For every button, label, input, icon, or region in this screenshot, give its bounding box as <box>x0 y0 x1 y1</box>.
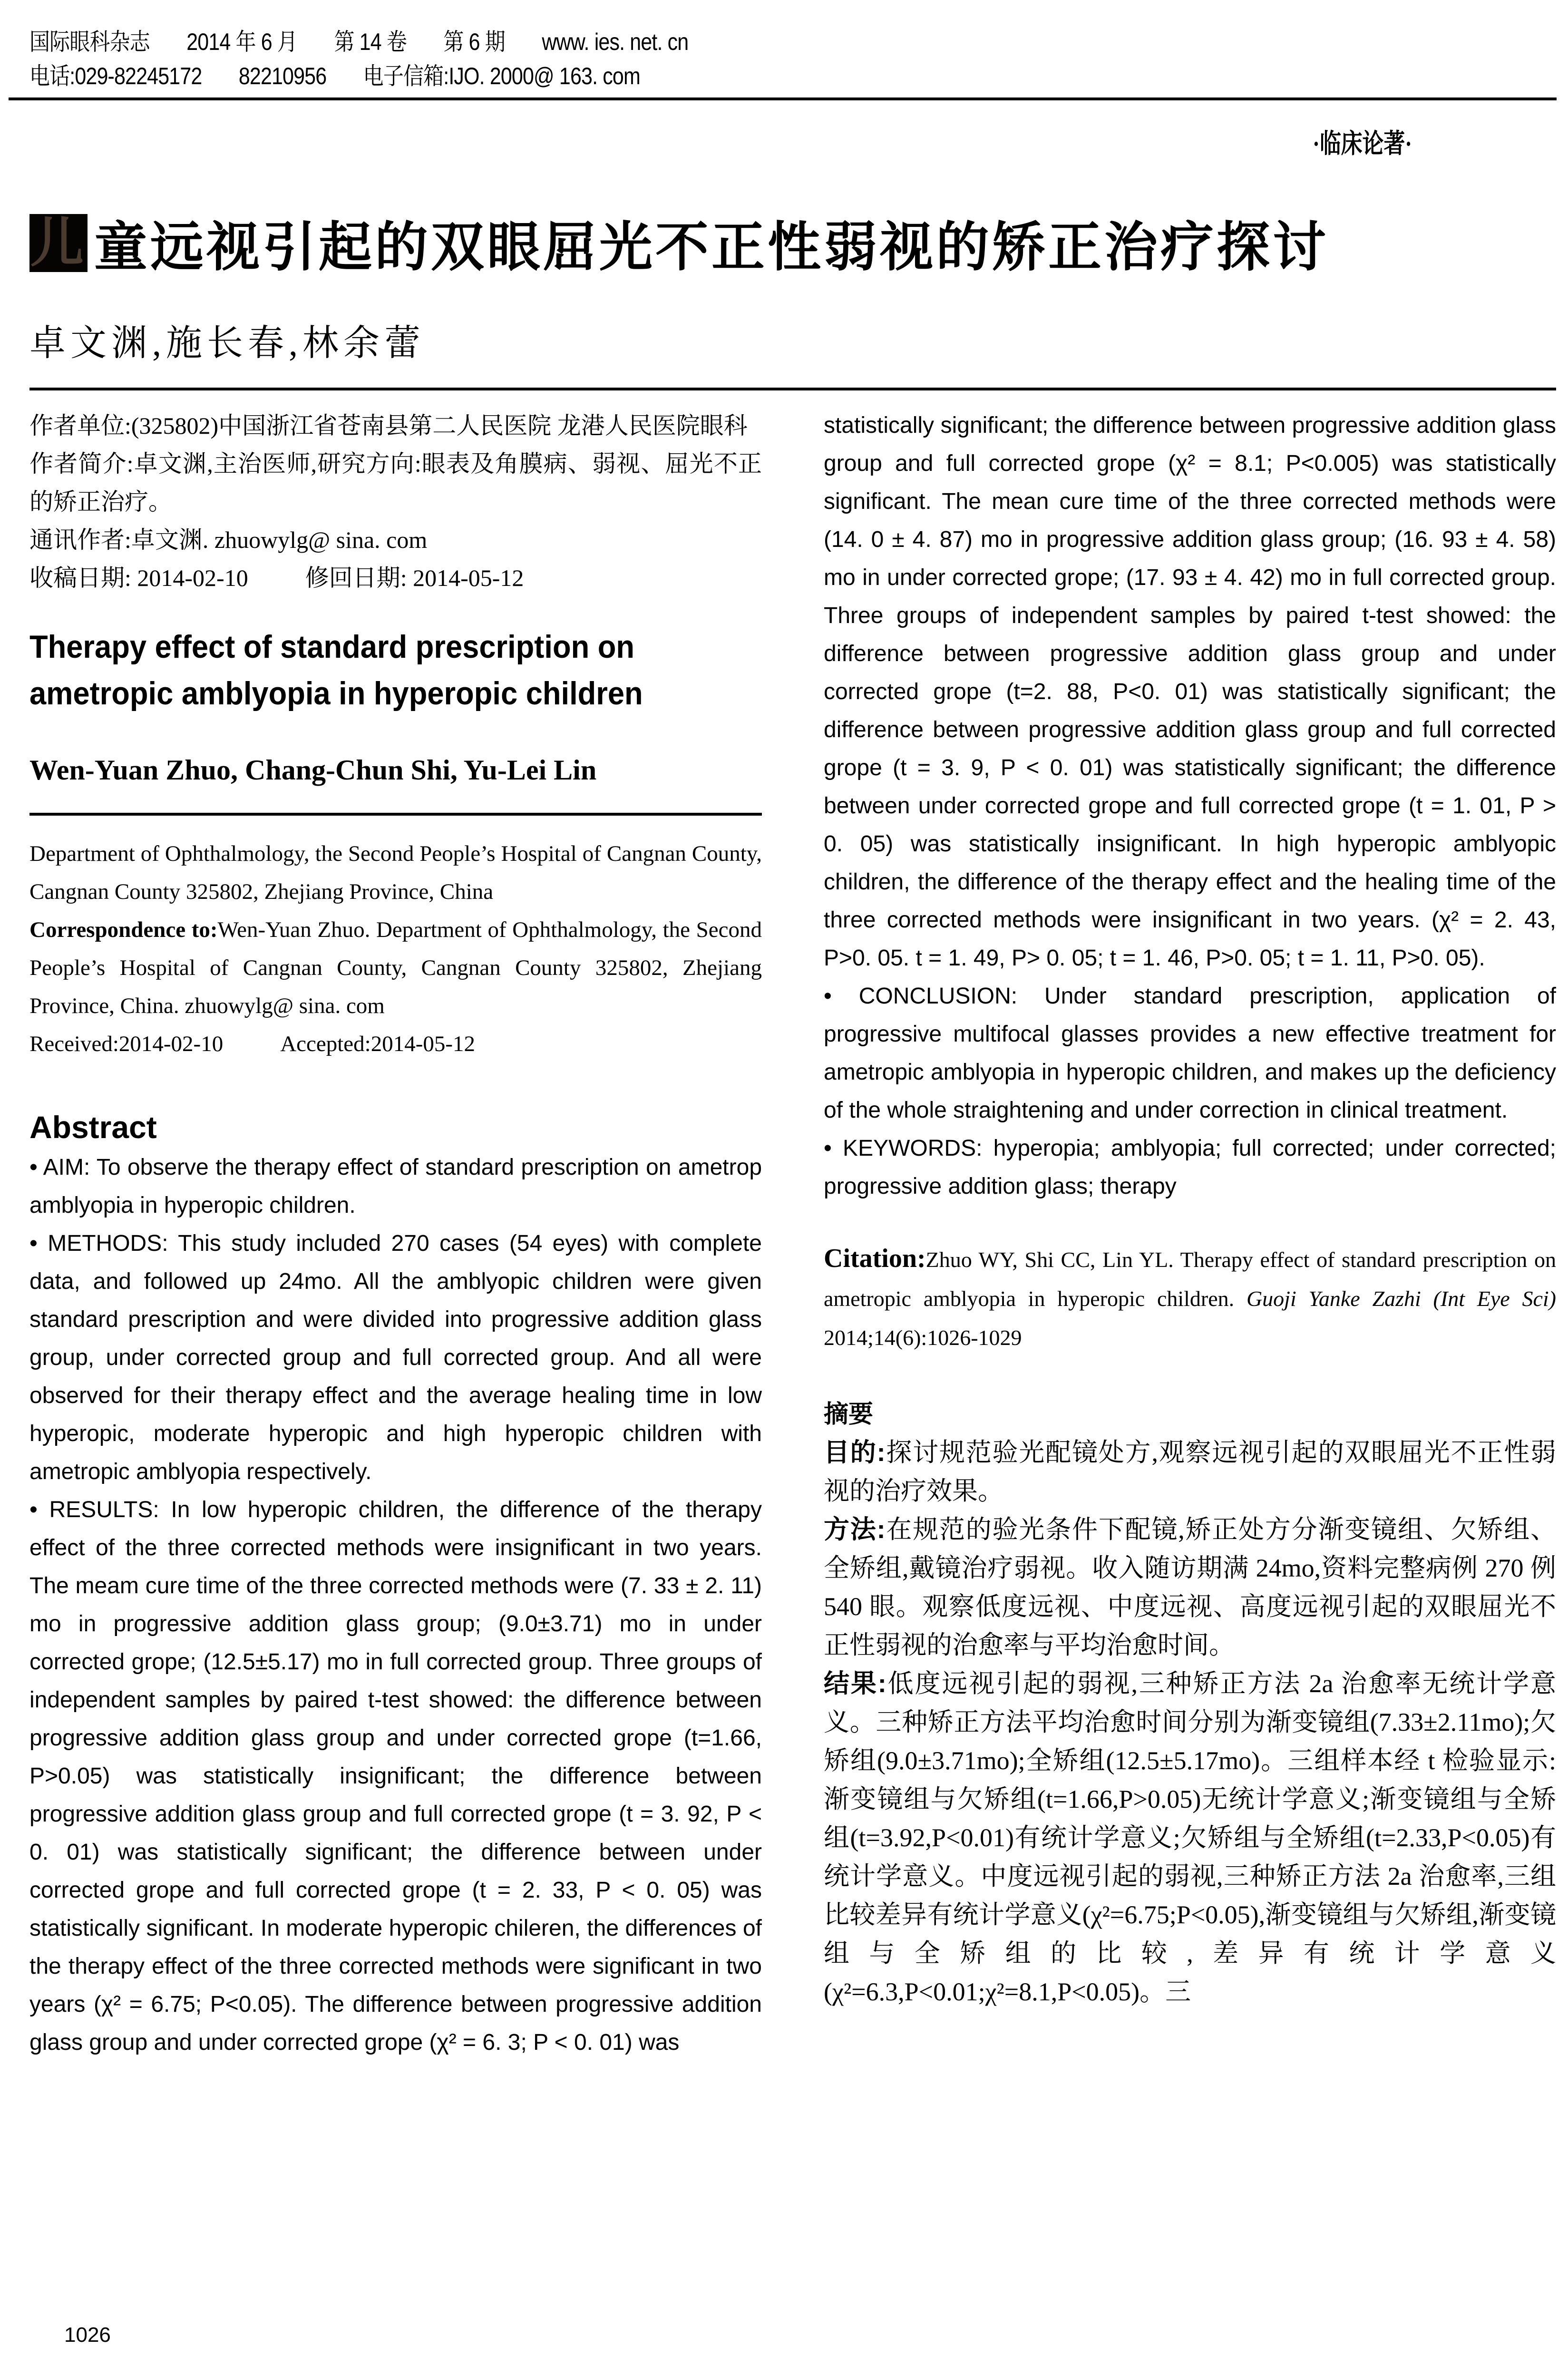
title-dropcap: 儿 <box>30 213 87 273</box>
citation-journal: Guoji Yanke Zazhi (Int Eye Sci) <box>1246 1286 1556 1311</box>
abstract-cn-methods <box>824 1510 1556 1665</box>
affiliation-cn: 作者单位:(325802)中国浙江省苍南县第二人民医院 龙港人民医院眼科 <box>29 412 748 439</box>
header-line-2 <box>29 59 1343 93</box>
article-title-cn <box>29 205 1329 281</box>
abstract-conclusion <box>824 977 1556 1130</box>
abstract-keywords <box>824 1130 1556 1206</box>
methods-text: This study included 270 cases (54 eyes) with complete data, and followed up 24mo. All the amblyopic children were given standard prescription and were divided into progressive addition glass group, under corrected group and full corrected group. And all were observed for their therapy effect and the average healing time in low hyperopic, moderate hyperopic and high hyperopic children with ametropic amblyopia respectively. <box>29 1231 762 1484</box>
aim-cn-text: 探讨规范验光配镜处方,观察远视引起的双眼屈光不正性弱视的治疗效果。 <box>824 1438 1556 1505</box>
dates-cn <box>29 559 762 597</box>
citation-text: Zhuo WY, Shi CC, Lin YL. Therapy effect of standard prescription on ametropic amblyopia in hyperopic children. <box>824 1247 1556 1311</box>
bullet-icon: • <box>29 1231 38 1256</box>
citation-label: Citation: <box>824 1244 926 1273</box>
citation-block <box>824 1239 1556 1357</box>
left-column <box>29 407 762 2062</box>
abstract-heading: Abstract <box>29 1110 157 1145</box>
results-continued: statistically significant; the difference between progressive addition glass group and full corrected grope (χ² = 8.1; P<0.005) was statistically significant. The mean cure time of the three corrected methods were (14. 0 ± 4. 87) mo in progressive addition glass group; (16. 93 ± 4. 58) mo in under corrected grope; (17. 93 ± 4. 42) mo in full corrected group. Three groups of independent samples by paired t-test showed: the difference between progressive addition glass group and under corrected grope (t=2. 88, P<0. 01) was statistically significant; the difference between progressive addition glass group and full corrected grope (t = 3. 9, P < 0. 01) was statistically significant; the difference between under corrected grope and full corrected grope (t = 1. 01, P > 0. 05) was statistically insignificant. In high hyperopic amblyopic children, the difference of the therapy effect and the healing time of the three corrected methods were insignificant in two years. (χ² = 2. 43, P>0. 05. t = 1. 49, P> 0. 05; t = 1. 46, P>0. 05; t = 1. 11, P>0. 05). <box>824 413 1556 971</box>
article-title-en: Therapy effect of standard prescription on ametropic amblyopia in hyperopic children <box>29 629 643 711</box>
authors-en: Wen-Yuan Zhuo, Chang-Chun Shi, Yu-Lei Lin <box>29 754 597 786</box>
bullet-icon: • <box>29 1497 38 1522</box>
affiliation-en-block <box>29 835 762 1063</box>
aim-label: AIM: <box>43 1155 90 1180</box>
correspondence-cn: 通讯作者:卓文渊. zhuowylg@ sina. com <box>29 526 428 553</box>
abstract-results <box>29 1491 762 2062</box>
affiliation-en: Department of Ophthalmology, the Second People’s Hospital of Cangnan County, Cangnan County 325802, Zhejiang Province, China <box>29 841 762 904</box>
title-rule <box>29 388 1556 390</box>
methods-label: METHODS: <box>48 1231 168 1256</box>
results-text-left: In low hyperopic children, the difference of the therapy effect of the three corrected methods were insignificant in two years. The meam cure time of the three corrected methods were (7. 33 ± 2. 11) mo in progressive addition glass group; (9.0±3.71) mo in under corrected grope; (12.5±5.17) mo in full corrected group. Three groups of independent samples by paired t-test showed: the difference between progressive addition glass group and under corrected grope (t=1.66, P>0.05) was statistically insignificant; the difference between progressive addition glass group and full corrected grope (t = 3. 92, P < 0. 01) was statistically significant; the difference between under corrected grope and full corrected grope (t = 2. 33, P < 0. 05) was statistically significant. In moderate hyperopic chileren, the differences of the therapy effect of the three corrected methods were significant in two years (χ² = 6.75; P<0.05). The difference between progressive addition glass group and under corrected grope (χ² = 6. 3; P < 0. 01) was <box>29 1497 762 2055</box>
results-cn-text: 低度远视引起的弱视,三种矫正方法 2a 治愈率无统计学意义。三种矫正方法平均治愈时间分别为渐变镜组(7.33±2.11mo);欠矫组(9.0±3.71mo);全矫组(12.5±5.17mo)。三组样本经 t 检验显示:渐变镜组与欠矫组(t=1.66,P>0.05)无统计学意义;渐变镜组与全矫组(t=3.92,P<0.01)有统计学意义;欠矫组与全矫组(t=2.33,P<0.05)有统计学意义。中度远视引起的弱视,三种矫正方法 2a 治愈率,三组比较差异有统计学意义(χ²=6.75;P<0.05),渐变镜组与欠矫组,渐变镜组与全矫组的比较,差异有统计学意义(χ²=6.3,P<0.01;χ²=8.1,P<0.05)。三 <box>824 1669 1557 2006</box>
abstract-body-right <box>824 407 1556 1206</box>
dates-en <box>29 1025 762 1063</box>
citation-ref: 2014;14(6):1026-1029 <box>824 1325 1022 1350</box>
abstract-cn-aim <box>824 1433 1556 1510</box>
issue: 第 6 期 <box>443 29 505 55</box>
abstract-cn-heading: 摘要 <box>824 1401 874 1428</box>
received-date-en: Received:2014-02-10 <box>29 1032 224 1056</box>
aim-cn-label: 目的: <box>824 1438 886 1467</box>
bullet-icon: • <box>824 1136 832 1161</box>
accepted-date-en: Accepted:2014-05-12 <box>280 1032 476 1056</box>
author-bio-cn: 作者简介:卓文渊,主治医师,研究方向:眼表及角膜病、弱视、屈光不正的矫正治疗。 <box>29 450 762 515</box>
revised-date-cn: 修回日期: 2014-05-12 <box>305 565 524 591</box>
results-label: RESULTS: <box>49 1497 159 1522</box>
authors-rule <box>29 813 762 816</box>
methods-cn-text: 在规范的验光条件下配镜,矫正处方分渐变镜组、欠矫组、全矫组,戴镜治疗弱视。收入随访期满 24mo,资料完整病例 270 例 540 眼。观察低度远视、中度远视、高度远视引起的双眼屈光不正性弱视的治愈率与平均治愈时间。 <box>824 1515 1556 1659</box>
author-info-cn <box>29 407 762 597</box>
abstract-methods <box>29 1225 762 1491</box>
conclusion-label: CONCLUSION: <box>858 984 1018 1009</box>
section-tag: ·临床论著· <box>1313 129 1412 159</box>
right-column <box>824 407 1556 2011</box>
correspondence-label: Correspondence to: <box>29 917 218 942</box>
journal-header <box>29 25 1556 93</box>
issue-date: 2014 年 6 月 <box>186 29 298 55</box>
abstract-body-left <box>29 1149 762 2062</box>
keywords-text: hyperopia; amblyopia; full corrected; under corrected; progressive addition glass; therapy <box>824 1136 1557 1199</box>
header-rule <box>9 97 1557 100</box>
results-cn-label: 结果: <box>824 1669 886 1698</box>
authors-cn: 卓文渊,施长春,林余蕾 <box>29 323 425 363</box>
correspondence-text: Wen-Yuan Zhuo. Department of Ophthalmology, the Second People’s Hospital of Cangnan County, Cangnan County 325802, Zhejiang Province, China. zhuowylg@ sina. com <box>29 917 762 1018</box>
abstract-cn-results <box>824 1665 1556 2011</box>
abstract-cn-body <box>824 1433 1556 2011</box>
aim-text: To observe the therapy effect of standard prescription on ametrop amblyopia in hyperopic children. <box>29 1155 762 1218</box>
email-link[interactable]: 电子信箱:IJO. 2000@ 163. com <box>363 63 640 89</box>
page-number: 1026 <box>64 2323 111 2347</box>
bullet-icon: • <box>824 984 832 1009</box>
journal-name: 国际眼科杂志 <box>29 29 150 55</box>
phone: 电话:029-82245172 <box>29 63 202 89</box>
methods-cn-label: 方法: <box>824 1515 886 1544</box>
bullet-icon: • <box>29 1155 38 1180</box>
received-date-cn: 收稿日期: 2014-02-10 <box>29 565 248 591</box>
keywords-label: KEYWORDS: <box>843 1136 983 1161</box>
volume: 第 14 卷 <box>334 29 407 55</box>
title-text: 童远视引起的双眼屈光不正性弱视的矫正治疗探讨 <box>94 217 1329 277</box>
phone-2: 82210956 <box>238 63 327 89</box>
abstract-aim <box>29 1149 762 1225</box>
correspondence-en <box>29 911 762 1025</box>
header-line-1 <box>29 25 1343 59</box>
conclusion-text: Under standard prescription, application of progressive multifocal glasses provides a new effective treatment for ametropic amblyopia in hyperopic children, and makes up the deficiency of the whole straightening and under correction in clinical treatment. <box>824 984 1556 1123</box>
website-link[interactable]: www. ies. net. cn <box>542 29 689 55</box>
